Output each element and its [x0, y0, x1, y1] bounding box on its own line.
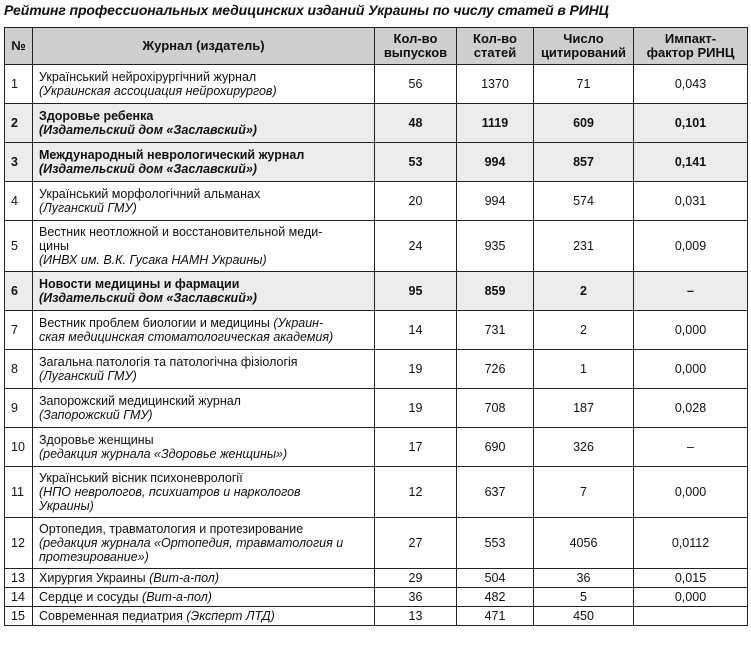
- row-num: 14: [5, 588, 33, 607]
- journal-name: Международный неврологический журнал: [39, 148, 305, 162]
- issues-cell: 19: [375, 389, 457, 428]
- journal-publisher: (Луганский ГМУ): [39, 369, 137, 383]
- journal-publisher: (Вит-а-пол): [142, 590, 212, 604]
- row-num: 4: [5, 182, 33, 221]
- impact-cell: 0,0112: [634, 518, 748, 569]
- impact-cell: 0,141: [634, 143, 748, 182]
- issues-cell: 14: [375, 311, 457, 350]
- journal-name: Здоровье ребенка: [39, 109, 154, 123]
- impact-cell: –: [634, 428, 748, 467]
- journal-cell: [33, 389, 375, 428]
- journal-name: Новости медицины и фармации: [39, 277, 240, 291]
- journal-name: Сердце и сосуды: [39, 590, 139, 604]
- issues-cell: 19: [375, 350, 457, 389]
- row-num: 2: [5, 104, 33, 143]
- journal-publisher: (редакция журнала «Здоровье женщины»): [39, 447, 288, 461]
- journal-cell: [33, 467, 375, 518]
- citations-cell: 326: [534, 428, 634, 467]
- journal-publisher: (Вит-а-пол): [149, 571, 220, 585]
- articles-cell: 708: [457, 389, 534, 428]
- citations-cell: 231: [534, 221, 634, 272]
- issues-cell: 27: [375, 518, 457, 569]
- impact-cell: –: [634, 272, 748, 311]
- row-num: 8: [5, 350, 33, 389]
- issues-cell: 53: [375, 143, 457, 182]
- journal-cell: [33, 607, 375, 626]
- journal-publisher: (НПО неврологов, психиатров и наркологов: [39, 485, 301, 499]
- citations-cell: 36: [534, 569, 634, 588]
- journal-name: Современная педиатрия: [39, 609, 183, 623]
- header-impact: Импакт- фактор РИНЦ: [634, 28, 748, 65]
- table-row: [5, 272, 748, 311]
- articles-cell: 994: [457, 143, 534, 182]
- articles-cell: 1370: [457, 65, 534, 104]
- articles-cell: 690: [457, 428, 534, 467]
- row-num: 13: [5, 569, 33, 588]
- journal-publisher-cont: ская медицинская стоматологическая академия): [39, 330, 334, 344]
- journal-publisher: (Запорожский ГМУ): [39, 408, 153, 422]
- journal-publisher: (Издательский дом «Заславский»): [39, 123, 257, 137]
- journal-publisher: (Издательский дом «Заславский»): [39, 291, 257, 305]
- header-articles: Кол-во статей: [457, 28, 534, 65]
- issues-cell: 20: [375, 182, 457, 221]
- journal-cell: [33, 569, 375, 588]
- citations-cell: 857: [534, 143, 634, 182]
- journal-cell: [33, 272, 375, 311]
- table-row: [5, 607, 748, 626]
- row-num: 5: [5, 221, 33, 272]
- citations-cell: 574: [534, 182, 634, 221]
- table-header-row: [5, 28, 748, 65]
- row-num: 7: [5, 311, 33, 350]
- journal-publisher: (Украинская ассоциация нейрохирургов): [39, 84, 277, 98]
- articles-cell: 935: [457, 221, 534, 272]
- articles-cell: 859: [457, 272, 534, 311]
- ranking-table: [4, 27, 748, 626]
- header-citations: Число цитирований: [534, 28, 634, 65]
- table-row: [5, 518, 748, 569]
- row-num: 15: [5, 607, 33, 626]
- issues-cell: 17: [375, 428, 457, 467]
- journal-cell: [33, 588, 375, 607]
- citations-cell: 7: [534, 467, 634, 518]
- table-row: [5, 143, 748, 182]
- issues-cell: 95: [375, 272, 457, 311]
- citations-cell: 609: [534, 104, 634, 143]
- articles-cell: 637: [457, 467, 534, 518]
- impact-cell: 0,000: [634, 350, 748, 389]
- articles-cell: 482: [457, 588, 534, 607]
- row-num: 12: [5, 518, 33, 569]
- row-num: 11: [5, 467, 33, 518]
- articles-cell: 994: [457, 182, 534, 221]
- impact-cell: 0,031: [634, 182, 748, 221]
- journal-cell: [33, 518, 375, 569]
- impact-cell: [634, 607, 748, 626]
- issues-cell: 24: [375, 221, 457, 272]
- journal-publisher: (Украин-: [273, 316, 324, 330]
- journal-publisher: (ИНВХ им. В.К. Гусака НАМН Украины): [39, 253, 267, 267]
- citations-cell: 1: [534, 350, 634, 389]
- table-row: [5, 389, 748, 428]
- journal-cell: [33, 221, 375, 272]
- journal-name: Ортопедия, травматология и протезирование: [39, 522, 304, 536]
- citations-cell: 71: [534, 65, 634, 104]
- row-num: 9: [5, 389, 33, 428]
- journal-publisher-cont: Украины): [39, 499, 94, 513]
- table-row: [5, 104, 748, 143]
- issues-cell: 29: [375, 569, 457, 588]
- impact-cell: 0,000: [634, 467, 748, 518]
- journal-cell: [33, 143, 375, 182]
- journal-name: Хирургия Украины: [39, 571, 146, 585]
- journal-name: Здоровье женщины: [39, 433, 154, 447]
- journal-name: Український нейрохірургічний журнал: [39, 70, 257, 84]
- citations-cell: 450: [534, 607, 634, 626]
- row-num: 3: [5, 143, 33, 182]
- table-row: [5, 311, 748, 350]
- table-row: [5, 428, 748, 467]
- citations-cell: 2: [534, 272, 634, 311]
- issues-cell: 48: [375, 104, 457, 143]
- journal-publisher: (Луганский ГМУ): [39, 201, 137, 215]
- journal-publisher: (Издательский дом «Заславский»): [39, 162, 257, 176]
- issues-cell: 13: [375, 607, 457, 626]
- table-row: [5, 221, 748, 272]
- citations-cell: 5: [534, 588, 634, 607]
- impact-cell: 0,000: [634, 588, 748, 607]
- table-row: [5, 569, 748, 588]
- row-num: 10: [5, 428, 33, 467]
- articles-cell: 553: [457, 518, 534, 569]
- row-num: 6: [5, 272, 33, 311]
- journal-name: Запорожский медицинский журнал: [39, 394, 241, 408]
- impact-cell: 0,009: [634, 221, 748, 272]
- journal-cell: [33, 350, 375, 389]
- header-num: №: [5, 28, 33, 65]
- header-issues: Кол-во выпусков: [375, 28, 457, 65]
- journal-cell: [33, 311, 375, 350]
- journal-name: Український вісник психоневрології: [39, 471, 243, 485]
- row-num: 1: [5, 65, 33, 104]
- journal-cell: [33, 428, 375, 467]
- articles-cell: 504: [457, 569, 534, 588]
- table-row: [5, 350, 748, 389]
- citations-cell: 4056: [534, 518, 634, 569]
- impact-cell: 0,000: [634, 311, 748, 350]
- journal-name: Вестник проблем биологии и медицины: [39, 316, 270, 330]
- table-row: [5, 467, 748, 518]
- journal-publisher-cont: протезирование»): [39, 550, 149, 564]
- journal-name: Вестник неотложной и восстановительной меди-: [39, 225, 323, 239]
- journal-cell: [33, 104, 375, 143]
- journal-cell: [33, 65, 375, 104]
- journal-publisher: (Эксперт ЛТД): [186, 609, 275, 623]
- impact-cell: 0,015: [634, 569, 748, 588]
- journal-name: Український морфологічний альманах: [39, 187, 261, 201]
- page-title: Рейтинг профессиональных медицинских изданий Украины по числу статей в РИНЦ: [4, 2, 609, 18]
- journal-publisher: (редакция журнала «Ортопедия, травматология и: [39, 536, 344, 550]
- articles-cell: 726: [457, 350, 534, 389]
- articles-cell: 731: [457, 311, 534, 350]
- issues-cell: 56: [375, 65, 457, 104]
- issues-cell: 12: [375, 467, 457, 518]
- citations-cell: 2: [534, 311, 634, 350]
- impact-cell: 0,043: [634, 65, 748, 104]
- impact-cell: 0,101: [634, 104, 748, 143]
- articles-cell: 471: [457, 607, 534, 626]
- table-row: [5, 65, 748, 104]
- header-journal: Журнал (издатель): [33, 28, 375, 65]
- journal-name: Загальна патологія та патологічна фізіологія: [39, 355, 298, 369]
- issues-cell: 36: [375, 588, 457, 607]
- table-row: [5, 182, 748, 221]
- journal-cell: [33, 182, 375, 221]
- citations-cell: 187: [534, 389, 634, 428]
- impact-cell: 0,028: [634, 389, 748, 428]
- journal-name-cont: цины: [39, 239, 70, 253]
- articles-cell: 1119: [457, 104, 534, 143]
- table-row: [5, 588, 748, 607]
